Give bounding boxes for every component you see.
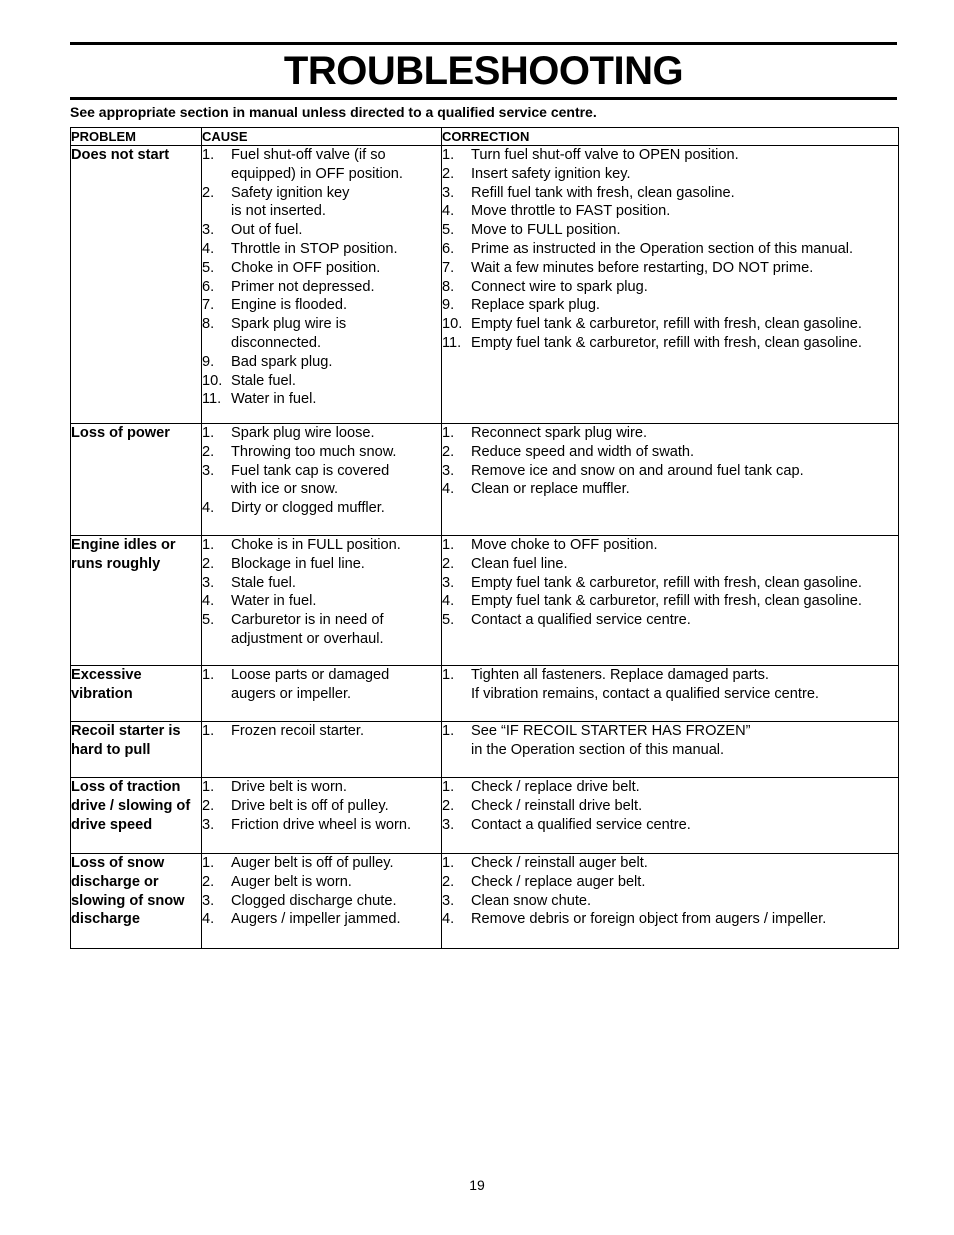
- cause-text: Water in fuel.: [231, 593, 317, 610]
- cause-cell: [202, 666, 442, 722]
- header-problem: PROBLEM: [71, 128, 202, 146]
- list-item: [202, 722, 441, 741]
- cause-number: 5.: [202, 259, 215, 276]
- cause-text: Throwing too much snow.: [231, 443, 397, 460]
- list-item: [442, 666, 898, 704]
- correction-number: 1.: [442, 537, 455, 553]
- correction-number: 8.: [442, 278, 455, 295]
- list-item: [202, 184, 441, 222]
- cause-text: Throttle in STOP position.: [231, 240, 398, 257]
- cause-text: Stale fuel.: [231, 574, 296, 591]
- list-item: [202, 146, 441, 184]
- correction-text: Insert safety ignition key.: [471, 165, 631, 182]
- list-item: [442, 296, 898, 315]
- cause-list: [202, 146, 441, 409]
- correction-text: Reconnect spark plug wire.: [471, 425, 648, 441]
- list-item: [202, 536, 441, 555]
- cause-number: 2.: [202, 873, 215, 890]
- cause-text: Out of fuel.: [231, 222, 303, 239]
- list-item: [202, 221, 441, 240]
- list-item: [442, 816, 898, 835]
- troubleshooting-table: [70, 127, 899, 949]
- correction-text: Remove ice and snow on and around fuel tank cap.: [471, 462, 804, 479]
- cause-text: Fuel shut-off valve (if so equipped) in OFF position.: [231, 147, 403, 182]
- cause-text: Stale fuel.: [231, 372, 296, 389]
- correction-number: 1.: [442, 667, 455, 683]
- correction-text: Empty fuel tank & carburetor, refill with fresh, clean gasoline.: [471, 334, 862, 351]
- correction-cell: [442, 722, 899, 778]
- correction-cell: [442, 536, 899, 666]
- cause-text: Fuel tank cap is covered with ice or snow.: [231, 462, 390, 498]
- table-row: [71, 722, 899, 778]
- list-item: [202, 353, 441, 372]
- correction-number: 6.: [442, 240, 455, 257]
- list-item: [202, 592, 441, 611]
- correction-list: [442, 146, 898, 353]
- list-item: [202, 611, 441, 649]
- correction-number: 1.: [442, 147, 455, 163]
- cause-number: 1.: [202, 537, 215, 553]
- cause-cell: [202, 536, 442, 666]
- cause-number: 4.: [202, 500, 215, 517]
- correction-cell: [442, 666, 899, 722]
- correction-text: Contact a qualified service centre.: [471, 612, 691, 629]
- correction-number: 2.: [442, 165, 455, 182]
- cause-cell: [202, 424, 442, 536]
- correction-text: Prime as instructed in the Operation section of this manual.: [471, 240, 854, 257]
- cause-number: 3.: [202, 222, 215, 239]
- cause-text: Choke in OFF position.: [231, 259, 381, 276]
- correction-text: Refill fuel tank with fresh, clean gasoline.: [471, 184, 735, 201]
- title-bottom-rule: [70, 97, 897, 100]
- list-item: [442, 797, 898, 816]
- correction-number: 5.: [442, 612, 455, 629]
- cause-text: Auger belt is off of pulley.: [231, 855, 394, 871]
- cause-cell: [202, 146, 442, 424]
- cause-text: Choke is in FULL position.: [231, 537, 401, 553]
- list-item: [442, 259, 898, 278]
- cause-list: [202, 424, 441, 518]
- correction-text: Move throttle to FAST position.: [471, 203, 671, 220]
- correction-list: [442, 424, 898, 499]
- problem-cell: Loss of traction drive / slowing of drive speed: [71, 778, 202, 854]
- table-row: [71, 666, 899, 722]
- list-item: [202, 424, 441, 443]
- title-top-rule: [70, 42, 897, 45]
- problem-cell: Does not start: [71, 146, 202, 424]
- list-item: [202, 797, 441, 816]
- list-item: [202, 390, 441, 409]
- problem-cell: Loss of snow discharge or slowing of snow discharge: [71, 854, 202, 949]
- list-item: [442, 443, 898, 462]
- list-item: [442, 722, 898, 760]
- correction-text: Empty fuel tank & carburetor, refill with fresh, clean gasoline.: [471, 574, 862, 591]
- header-correction: CORRECTION: [442, 128, 899, 146]
- cause-number: 4.: [202, 911, 215, 928]
- cause-number: 3.: [202, 462, 215, 479]
- list-item: [202, 873, 441, 892]
- list-item: [202, 778, 441, 797]
- list-item: [202, 315, 441, 353]
- cause-text: Water in fuel.: [231, 391, 317, 408]
- header-cause: CAUSE: [202, 128, 442, 146]
- correction-number: 2.: [442, 555, 455, 572]
- cause-number: 1.: [202, 779, 215, 795]
- correction-text: Check / replace drive belt.: [471, 779, 640, 795]
- list-item: [442, 184, 898, 203]
- cause-text: Clogged discharge chute.: [231, 892, 397, 909]
- problem-cell: Excessive vibration: [71, 666, 202, 722]
- cause-number: 3.: [202, 816, 215, 833]
- cause-list: [202, 722, 441, 741]
- list-item: [202, 816, 441, 835]
- list-item: [442, 778, 898, 797]
- cause-text: Spark plug wire loose.: [231, 425, 375, 441]
- list-item: [442, 536, 898, 555]
- cause-text: Friction drive wheel is worn.: [231, 816, 412, 833]
- correction-number: 4.: [442, 911, 455, 928]
- correction-number: 4.: [442, 203, 455, 220]
- correction-number: 4.: [442, 593, 455, 610]
- list-item: [442, 240, 898, 259]
- table-row: [71, 536, 899, 666]
- correction-number: 3.: [442, 462, 455, 479]
- list-item: [442, 202, 898, 221]
- table-row: [71, 854, 899, 949]
- table-row: [71, 146, 899, 424]
- cause-list: [202, 778, 441, 834]
- correction-number: 7.: [442, 259, 455, 276]
- list-item: [442, 892, 898, 911]
- list-item: [202, 910, 441, 929]
- cause-list: [202, 666, 441, 704]
- correction-text: Replace spark plug.: [471, 297, 600, 314]
- list-item: [202, 240, 441, 259]
- cause-text: Frozen recoil starter.: [231, 723, 365, 739]
- correction-text: See “IF RECOIL STARTER HAS FROZEN” in the Operation section of this manual.: [471, 723, 751, 758]
- cause-text: Augers / impeller jammed.: [231, 911, 401, 928]
- cause-cell: [202, 778, 442, 854]
- cause-text: Spark plug wire is disconnected.: [231, 316, 347, 351]
- cause-number: 2.: [202, 184, 215, 201]
- list-item: [202, 499, 441, 518]
- cause-text: Safety ignition key is not inserted.: [231, 184, 350, 220]
- cause-cell: [202, 854, 442, 949]
- cause-number: 1.: [202, 855, 215, 871]
- list-item: [442, 462, 898, 481]
- correction-text: Turn fuel shut-off valve to OPEN position.: [471, 147, 739, 163]
- list-item: [202, 259, 441, 278]
- problem-cell: Recoil starter is hard to pull: [71, 722, 202, 778]
- list-item: [442, 334, 898, 353]
- cause-number: 5.: [202, 612, 215, 629]
- correction-text: Move choke to OFF position.: [471, 537, 658, 553]
- cause-number: 2.: [202, 443, 215, 460]
- correction-text: Check / replace auger belt.: [471, 873, 646, 890]
- cause-number: 10.: [202, 372, 223, 389]
- correction-list: [442, 778, 898, 834]
- correction-text: Empty fuel tank & carburetor, refill with fresh, clean gasoline.: [471, 593, 862, 610]
- cause-number: 9.: [202, 353, 215, 370]
- correction-text: Clean fuel line.: [471, 555, 568, 572]
- correction-text: Clean snow chute.: [471, 892, 592, 909]
- list-item: [442, 278, 898, 297]
- list-item: [442, 146, 898, 165]
- correction-number: 3.: [442, 892, 455, 909]
- cause-number: 2.: [202, 555, 215, 572]
- problem-cell: Engine idles or runs roughly: [71, 536, 202, 666]
- cause-text: Blockage in fuel line.: [231, 555, 365, 572]
- cause-text: Bad spark plug.: [231, 353, 333, 370]
- correction-text: Check / reinstall drive belt.: [471, 797, 643, 814]
- cause-list: [202, 854, 441, 929]
- problem-cell: Loss of power: [71, 424, 202, 536]
- correction-number: 9.: [442, 297, 455, 314]
- table-body: [71, 146, 899, 949]
- cause-text: Drive belt is worn.: [231, 779, 347, 795]
- list-item: [442, 221, 898, 240]
- cause-text: Carburetor is in need of adjustment or overhaul.: [231, 612, 384, 647]
- correction-text: Remove debris or foreign object from augers / impeller.: [471, 911, 827, 928]
- cause-text: Loose parts or damaged augers or impeller.: [231, 667, 390, 702]
- correction-list: [442, 722, 898, 760]
- list-item: [202, 372, 441, 391]
- correction-number: 1.: [442, 723, 455, 739]
- correction-number: 11.: [442, 334, 462, 351]
- cause-number: 11.: [202, 391, 222, 408]
- list-item: [202, 296, 441, 315]
- table-row: [71, 424, 899, 536]
- list-item: [442, 555, 898, 574]
- cause-text: Primer not depressed.: [231, 278, 375, 295]
- list-item: [442, 480, 898, 499]
- list-item: [442, 611, 898, 630]
- list-item: [202, 443, 441, 462]
- cause-text: Engine is flooded.: [231, 297, 348, 314]
- correction-list: [442, 536, 898, 630]
- correction-cell: [442, 424, 899, 536]
- correction-cell: [442, 854, 899, 949]
- page-title: TROUBLESHOOTING: [283, 49, 684, 93]
- table-row: [71, 778, 899, 854]
- list-item: [202, 278, 441, 297]
- list-item: [442, 315, 898, 334]
- list-item: [202, 462, 441, 500]
- correction-number: 1.: [442, 855, 455, 871]
- list-item: [442, 854, 898, 873]
- list-item: [442, 165, 898, 184]
- cause-text: Dirty or clogged muffler.: [231, 500, 385, 517]
- correction-cell: [442, 146, 899, 424]
- cause-number: 1.: [202, 147, 215, 163]
- correction-text: Tighten all fasteners. Replace damaged parts. If vibration remains, contact a qualified service centre.: [471, 667, 819, 702]
- cause-number: 7.: [202, 297, 215, 314]
- correction-number: 5.: [442, 222, 455, 239]
- cause-number: 3.: [202, 574, 215, 591]
- cause-number: 6.: [202, 278, 215, 295]
- list-item: [442, 873, 898, 892]
- cause-number: 1.: [202, 425, 215, 441]
- table-header-row: [71, 128, 899, 146]
- correction-text: Contact a qualified service centre.: [471, 816, 691, 833]
- correction-text: Connect wire to spark plug.: [471, 278, 648, 295]
- cause-number: 8.: [202, 316, 215, 333]
- correction-text: Move to FULL position.: [471, 222, 621, 239]
- list-item: [442, 592, 898, 611]
- correction-number: 2.: [442, 797, 455, 814]
- list-item: [202, 892, 441, 911]
- cause-number: 4.: [202, 593, 215, 610]
- list-item: [442, 424, 898, 443]
- correction-list: [442, 854, 898, 929]
- cause-cell: [202, 722, 442, 778]
- list-item: [202, 854, 441, 873]
- correction-number: 3.: [442, 184, 455, 201]
- cause-list: [202, 536, 441, 649]
- list-item: [442, 910, 898, 929]
- correction-number: 3.: [442, 574, 455, 591]
- correction-number: 2.: [442, 873, 455, 890]
- correction-cell: [442, 778, 899, 854]
- cause-number: 2.: [202, 797, 215, 814]
- intro-note: See appropriate section in manual unless directed to a qualified service centre.: [70, 104, 597, 120]
- list-item: [442, 574, 898, 593]
- correction-number: 1.: [442, 779, 455, 795]
- correction-text: Reduce speed and width of swath.: [471, 443, 695, 460]
- correction-text: Check / reinstall auger belt.: [471, 855, 648, 871]
- correction-text: Empty fuel tank & carburetor, refill with fresh, clean gasoline.: [471, 316, 862, 333]
- page-number: 19: [469, 1177, 485, 1193]
- correction-number: 10.: [442, 316, 463, 333]
- correction-text: Clean or replace muffler.: [471, 481, 630, 498]
- correction-text: Wait a few minutes before restarting, DO NOT prime.: [471, 259, 814, 276]
- correction-number: 3.: [442, 816, 455, 833]
- list-item: [202, 666, 441, 704]
- cause-text: Auger belt is worn.: [231, 873, 352, 890]
- cause-number: 4.: [202, 240, 215, 257]
- cause-number: 3.: [202, 892, 215, 909]
- cause-number: 1.: [202, 723, 215, 739]
- correction-number: 1.: [442, 425, 455, 441]
- correction-list: [442, 666, 898, 704]
- list-item: [202, 555, 441, 574]
- list-item: [202, 574, 441, 593]
- correction-number: 4.: [442, 481, 455, 498]
- cause-text: Drive belt is off of pulley.: [231, 797, 389, 814]
- cause-number: 1.: [202, 667, 215, 683]
- correction-number: 2.: [442, 443, 455, 460]
